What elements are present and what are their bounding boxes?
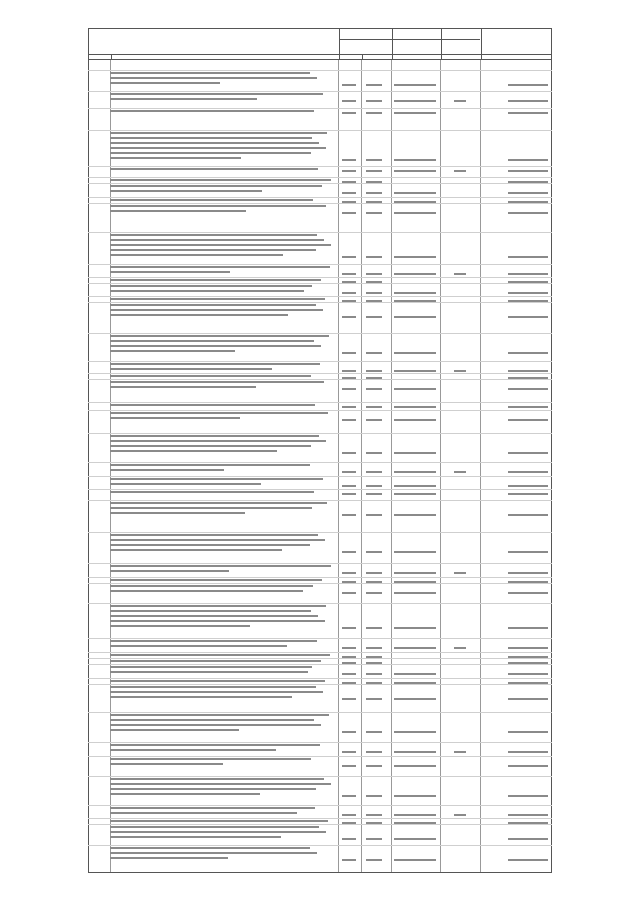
row-razdel (366, 647, 382, 649)
row-target (394, 647, 436, 649)
row-grbs (342, 212, 356, 214)
row-razdel (366, 859, 382, 861)
row-grbs (342, 859, 356, 861)
row-grbs (342, 352, 356, 354)
row-amount (508, 647, 548, 649)
row-description (110, 266, 330, 276)
row-description (110, 534, 330, 554)
row-target (394, 84, 436, 86)
row-vid (454, 170, 466, 172)
row-amount (508, 159, 548, 161)
row-grbs (342, 627, 356, 629)
row-amount (508, 859, 548, 861)
row-grbs (342, 731, 356, 733)
row-target (394, 452, 436, 454)
row-razdel (366, 485, 382, 487)
row-description (110, 464, 330, 474)
row-amount (508, 419, 548, 421)
row-amount (508, 388, 548, 390)
row-grbs (342, 100, 356, 102)
table-row (88, 232, 552, 259)
row-description (110, 93, 330, 103)
row-amount (508, 352, 548, 354)
row-description (110, 185, 330, 195)
row-grbs (342, 485, 356, 487)
row-amount (508, 452, 548, 454)
row-description (110, 404, 330, 409)
row-amount (508, 572, 548, 574)
row-target (394, 192, 436, 194)
row-target (394, 838, 436, 840)
row-description (110, 714, 330, 734)
row-amount (508, 673, 548, 675)
row-vid (454, 273, 466, 275)
row-razdel (366, 159, 382, 161)
row-grbs (342, 572, 356, 574)
row-grbs (342, 493, 356, 495)
row-description (110, 168, 330, 173)
table-row (88, 476, 552, 488)
row-vid (454, 370, 466, 372)
row-amount (508, 765, 548, 767)
row-amount (508, 212, 548, 214)
row-razdel (366, 627, 382, 629)
row-grbs (342, 84, 356, 86)
table-row (88, 183, 552, 195)
row-grbs (342, 698, 356, 700)
row-grbs (342, 406, 356, 408)
row-razdel (366, 814, 382, 816)
row-description (110, 758, 330, 768)
table-row (88, 203, 552, 215)
table-row (88, 166, 552, 173)
row-target (394, 471, 436, 473)
row-description (110, 205, 330, 215)
row-amount (508, 316, 548, 318)
table-row (88, 603, 552, 630)
row-razdel (366, 795, 382, 797)
row-razdel (366, 256, 382, 258)
row-target (394, 485, 436, 487)
row-target (394, 170, 436, 172)
table-row (88, 489, 552, 496)
row-target (394, 112, 436, 114)
row-amount (508, 627, 548, 629)
row-razdel (366, 370, 382, 372)
table-row (88, 283, 552, 295)
table-row (88, 712, 552, 734)
row-grbs (342, 273, 356, 275)
row-vid (454, 572, 466, 574)
row-amount (508, 100, 548, 102)
row-grbs (342, 647, 356, 649)
row-grbs (342, 673, 356, 675)
row-target (394, 292, 436, 294)
row-razdel (366, 838, 382, 840)
row-grbs (342, 814, 356, 816)
row-target (394, 765, 436, 767)
table-row (88, 302, 552, 319)
row-amount (508, 370, 548, 372)
row-description (110, 666, 330, 676)
row-amount (508, 592, 548, 594)
table-row (88, 91, 552, 103)
row-description (110, 826, 330, 841)
table-row (88, 402, 552, 409)
row-grbs (342, 765, 356, 767)
row-target (394, 352, 436, 354)
row-target (394, 731, 436, 733)
row-razdel (366, 698, 382, 700)
row-razdel (366, 212, 382, 214)
row-target (394, 814, 436, 816)
row-vid (454, 751, 466, 753)
row-razdel (366, 352, 382, 354)
row-razdel (366, 751, 382, 753)
table-row (88, 500, 552, 517)
table-row (88, 563, 552, 575)
row-razdel (366, 731, 382, 733)
row-razdel (366, 452, 382, 454)
row-description (110, 412, 330, 422)
table-row (88, 805, 552, 817)
row-description (110, 234, 330, 259)
row-description (110, 847, 330, 862)
row-description (110, 744, 330, 754)
row-amount (508, 84, 548, 86)
table-row (88, 845, 552, 862)
row-target (394, 514, 436, 516)
row-vid (454, 647, 466, 649)
table-row (88, 583, 552, 595)
row-amount (508, 273, 548, 275)
row-razdel (366, 192, 382, 194)
row-razdel (366, 419, 382, 421)
table-row (88, 742, 552, 754)
row-grbs (342, 316, 356, 318)
row-target (394, 592, 436, 594)
row-description (110, 491, 330, 496)
row-description (110, 640, 330, 650)
row-description (110, 807, 330, 817)
row-target (394, 159, 436, 161)
row-razdel (366, 170, 382, 172)
row-grbs (342, 256, 356, 258)
row-target (394, 273, 436, 275)
row-vid (454, 471, 466, 473)
row-grbs (342, 388, 356, 390)
row-amount (508, 751, 548, 753)
table-row (88, 108, 552, 115)
row-amount (508, 795, 548, 797)
table-row (88, 824, 552, 841)
row-amount (508, 814, 548, 816)
row-grbs (342, 452, 356, 454)
table-row (88, 684, 552, 701)
row-target (394, 370, 436, 372)
row-target (394, 751, 436, 753)
row-description (110, 72, 330, 87)
row-target (394, 406, 436, 408)
row-amount (508, 471, 548, 473)
row-vid (454, 100, 466, 102)
table-row (88, 756, 552, 768)
table-row (88, 333, 552, 355)
row-amount (508, 551, 548, 553)
row-razdel (366, 316, 382, 318)
row-grbs (342, 838, 356, 840)
row-amount (508, 493, 548, 495)
row-description (110, 502, 330, 517)
row-target (394, 388, 436, 390)
row-amount (508, 192, 548, 194)
row-razdel (366, 100, 382, 102)
row-razdel (366, 471, 382, 473)
row-target (394, 551, 436, 553)
table-row (88, 379, 552, 391)
row-description (110, 363, 330, 373)
row-target (394, 493, 436, 495)
row-razdel (366, 673, 382, 675)
row-target (394, 627, 436, 629)
row-target (394, 212, 436, 214)
row-grbs (342, 370, 356, 372)
row-grbs (342, 419, 356, 421)
row-description (110, 132, 330, 162)
table-row (88, 462, 552, 474)
row-amount (508, 170, 548, 172)
row-description (110, 686, 330, 701)
row-description (110, 285, 330, 295)
table-row (88, 264, 552, 276)
row-razdel (366, 765, 382, 767)
row-grbs (342, 795, 356, 797)
table-row (88, 433, 552, 455)
row-grbs (342, 112, 356, 114)
row-razdel (366, 388, 382, 390)
row-description (110, 565, 330, 575)
row-target (394, 256, 436, 258)
row-target (394, 572, 436, 574)
row-razdel (366, 493, 382, 495)
row-target (394, 316, 436, 318)
table-row (88, 776, 552, 798)
row-razdel (366, 273, 382, 275)
table-row (88, 130, 552, 162)
row-razdel (366, 514, 382, 516)
table-row (88, 664, 552, 676)
row-amount (508, 256, 548, 258)
row-razdel (366, 406, 382, 408)
table-row (88, 638, 552, 650)
row-description (110, 381, 330, 391)
row-razdel (366, 112, 382, 114)
row-grbs (342, 292, 356, 294)
row-razdel (366, 572, 382, 574)
row-razdel (366, 592, 382, 594)
row-amount (508, 485, 548, 487)
row-amount (508, 406, 548, 408)
row-target (394, 795, 436, 797)
table-row (88, 361, 552, 373)
row-grbs (342, 551, 356, 553)
row-amount (508, 112, 548, 114)
page-number (304, 887, 336, 895)
row-grbs (342, 170, 356, 172)
row-target (394, 100, 436, 102)
row-description (110, 304, 330, 319)
row-grbs (342, 751, 356, 753)
row-amount (508, 292, 548, 294)
row-description (110, 110, 330, 115)
row-amount (508, 698, 548, 700)
row-target (394, 859, 436, 861)
row-target (394, 698, 436, 700)
row-description (110, 778, 330, 798)
row-description (110, 585, 330, 595)
row-amount (508, 838, 548, 840)
row-grbs (342, 592, 356, 594)
row-description (110, 335, 330, 355)
row-grbs (342, 471, 356, 473)
row-grbs (342, 514, 356, 516)
row-target (394, 419, 436, 421)
row-description (110, 478, 330, 488)
row-description (110, 435, 330, 455)
row-razdel (366, 292, 382, 294)
row-amount (508, 514, 548, 516)
row-razdel (366, 84, 382, 86)
table-row (88, 410, 552, 422)
row-grbs (342, 159, 356, 161)
row-amount (508, 731, 548, 733)
row-target (394, 673, 436, 675)
row-grbs (342, 192, 356, 194)
table-row (88, 70, 552, 87)
row-razdel (366, 551, 382, 553)
row-description (110, 605, 330, 630)
row-vid (454, 814, 466, 816)
table-row (88, 532, 552, 554)
